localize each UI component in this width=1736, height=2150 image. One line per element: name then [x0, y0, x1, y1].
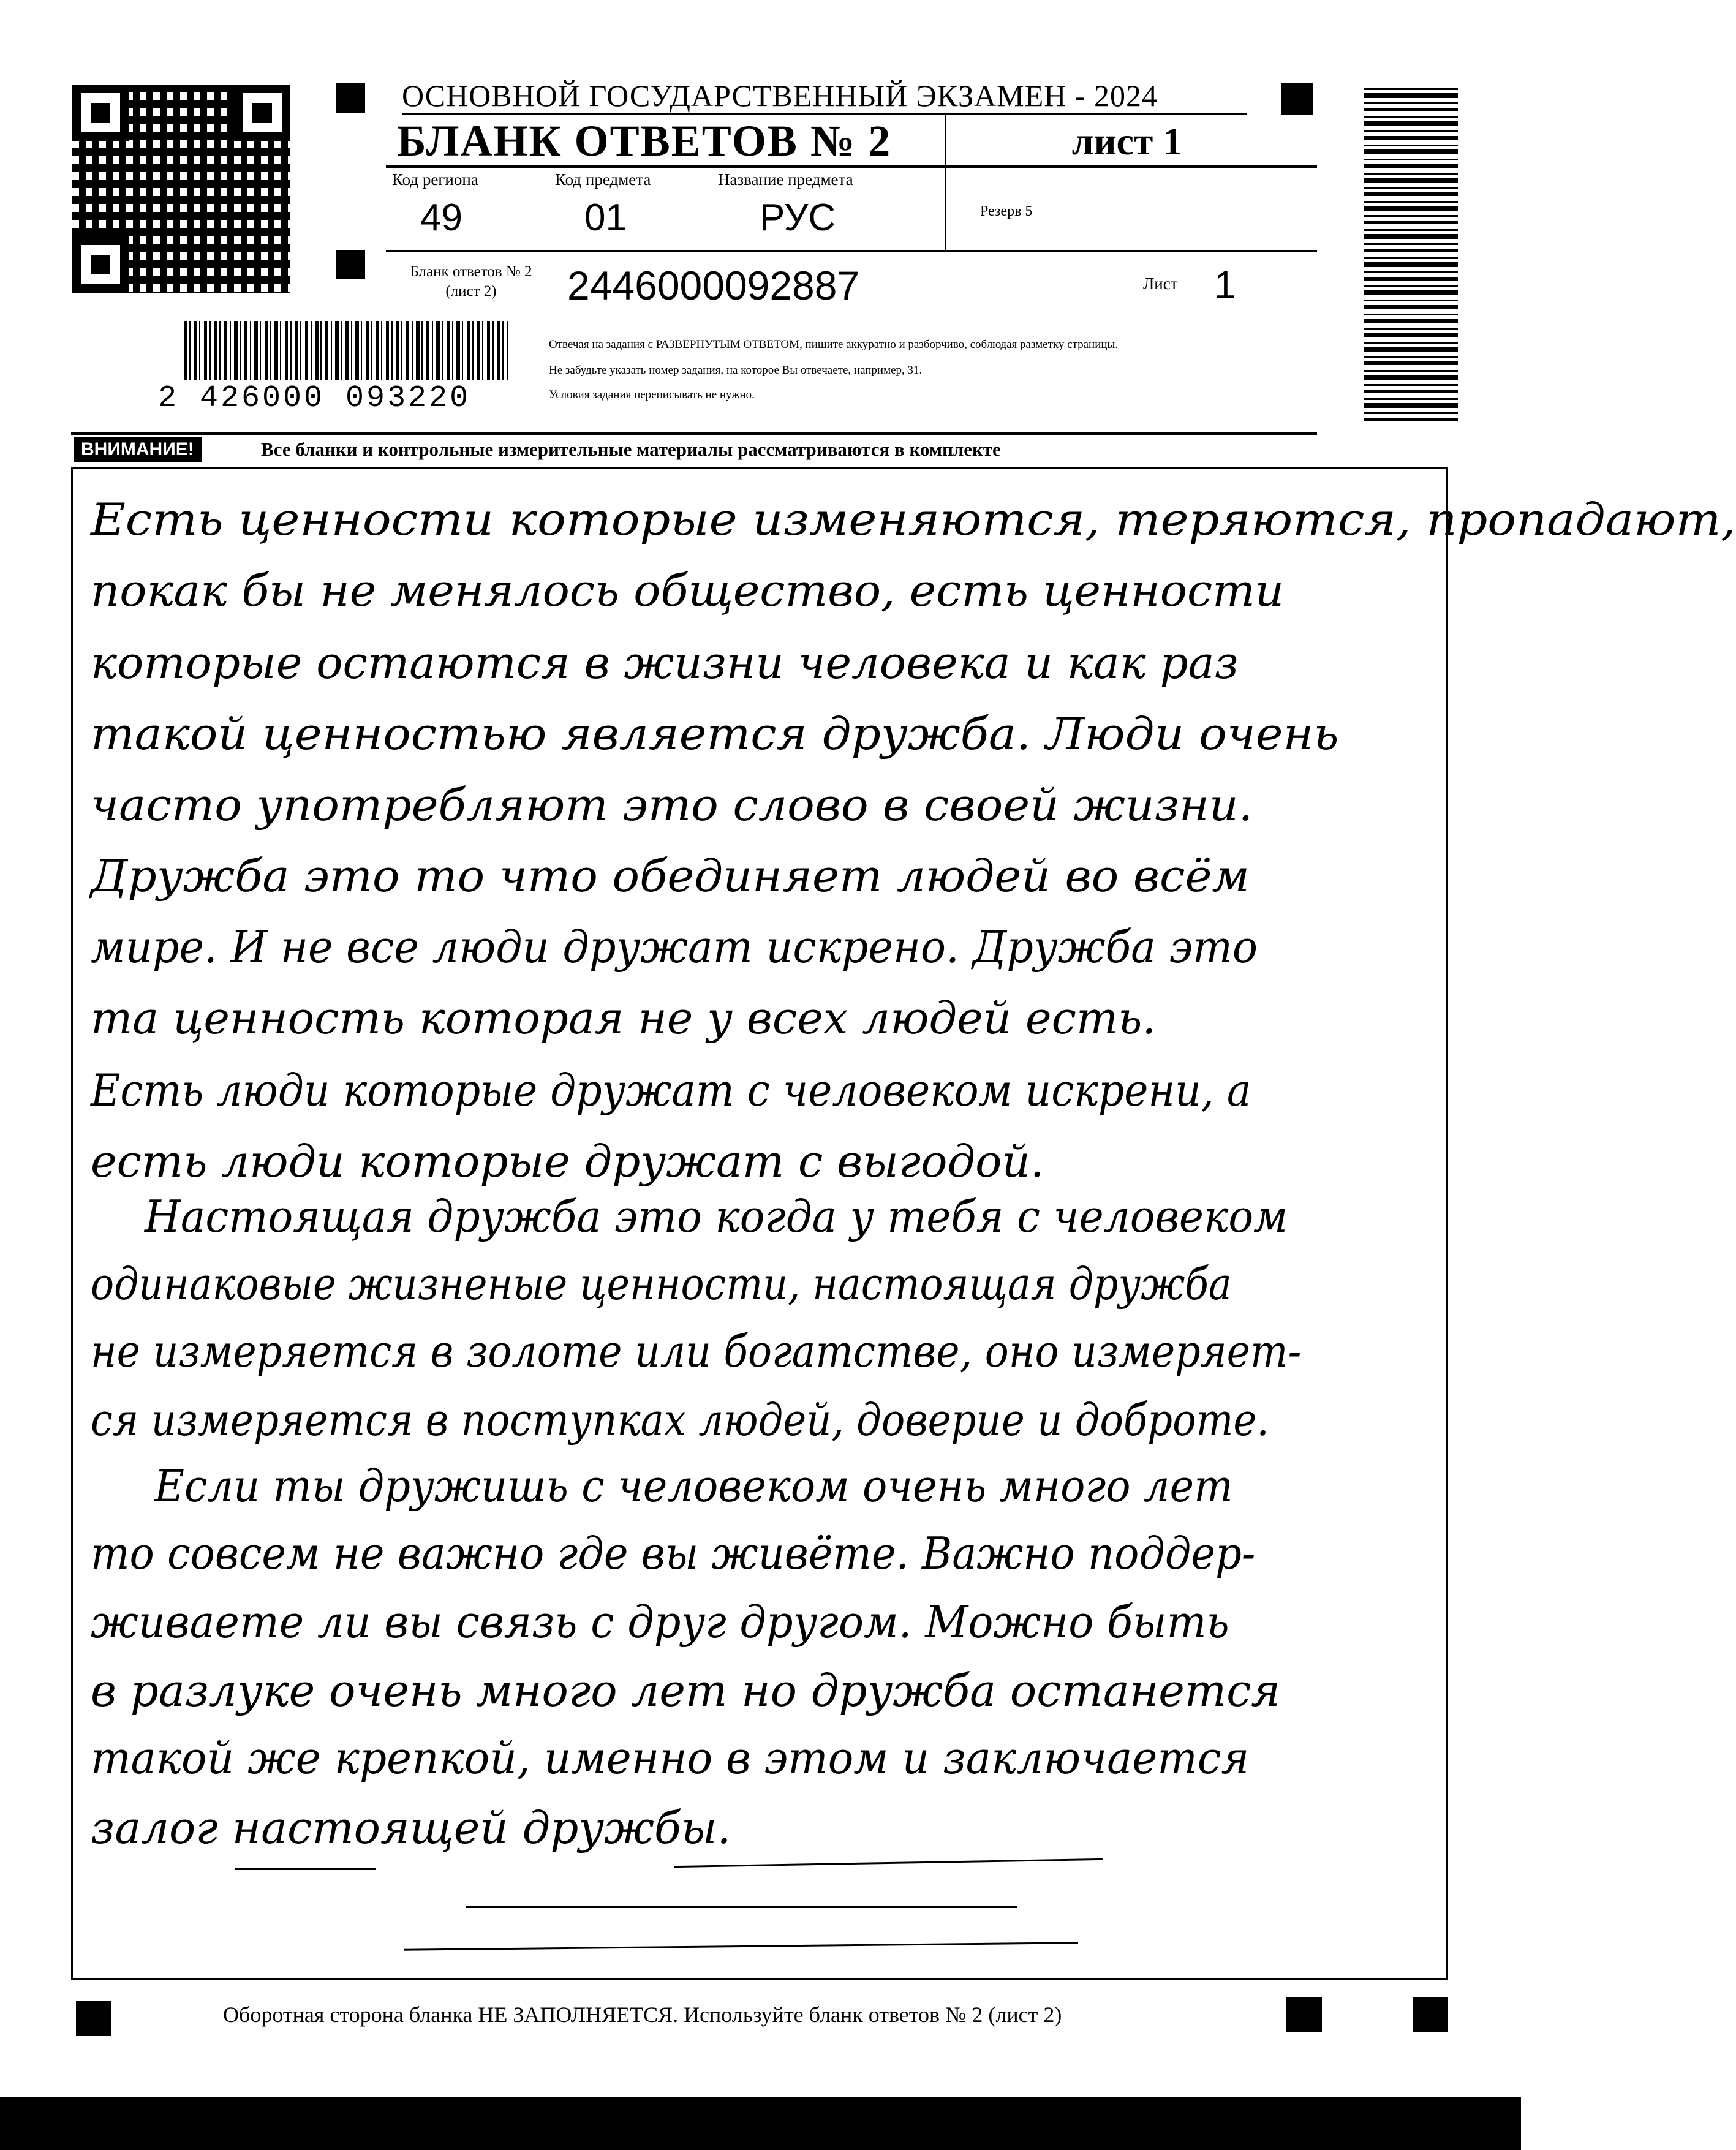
answer-line: одинаковые жизненые ценности, настоящая дружба: [91, 1258, 1232, 1310]
answer-line: залог настоящей дружбы.: [91, 1802, 731, 1854]
qr-code: [72, 85, 290, 293]
closing-scribble: [235, 1868, 376, 1870]
answer-line: в разлуке очень много лет но дружба останется: [91, 1665, 1281, 1716]
form-number: 2446000092887: [567, 263, 860, 308]
answer-line: не измеряется в золоте или богатстве, оно измеряет-: [91, 1326, 1302, 1377]
instruction-line: Условия задания переписывать не нужно.: [549, 388, 755, 401]
alignment-marker: [336, 250, 365, 279]
header-rule: [386, 165, 1317, 168]
alignment-marker: [1281, 83, 1313, 115]
alignment-marker: [1286, 1997, 1322, 2032]
region-code-label: Код региона: [392, 170, 478, 189]
bottom-band: [0, 2097, 1521, 2150]
footer-note: Оборотная сторона бланка НЕ ЗАПОЛНЯЕТСЯ. Используйте бланк ответов № 2 (лист 2): [223, 2002, 1062, 2027]
instruction-rule: [71, 432, 1317, 435]
header-divider: [945, 115, 946, 251]
answer-line: ся измеряется в поступках людей, доверие и доброте.: [91, 1394, 1269, 1446]
answer-line: есть люди которые дружат с выгодой.: [91, 1136, 1044, 1187]
subject-name-label: Название предмета: [718, 170, 853, 189]
sheet-num: 1: [1214, 263, 1236, 307]
answer-line: мире. И не все люди дружат искрено. Дружба это: [91, 921, 1258, 973]
subject-name: РУС: [760, 197, 836, 239]
exam-title: ОСНОВНОЙ ГОСУДАРСТВЕННЫЙ ЭКЗАМЕН - 2024: [402, 78, 1247, 115]
answer-line: то совсем не важно где вы живёте. Важно поддер-: [91, 1528, 1256, 1579]
instruction-line: Отвечая на задания с РАЗВЁРНУТЫМ ОТВЕТОМ, пишите аккуратно и разборчиво, соблюдая разметку страницы.: [549, 338, 1119, 351]
alignment-marker: [1413, 1997, 1448, 2032]
sheet-label: лист 1: [1071, 119, 1183, 163]
answer-line: та ценность которая не у всех людей есть.: [91, 992, 1157, 1044]
instruction-line: Не забудьте указать номер задания, на которое Вы отвечаете, например, 31.: [549, 364, 923, 377]
sheet-num-label: Лист: [1143, 274, 1178, 293]
side-barcode: [1364, 85, 1458, 421]
form-barcode: [184, 321, 508, 380]
barcode-number: 2 426000 093220: [158, 381, 471, 416]
header-rule: [386, 250, 1317, 252]
subject-code: 01: [584, 197, 627, 239]
answer-line: живаете ли вы связь с друг другом. Можно быть: [91, 1596, 1229, 1648]
answer-line: Есть ценности которые изменяются, теряются, пропадают,: [91, 494, 1736, 545]
answer-line: Настоящая дружба это когда у тебя с человеком: [145, 1191, 1288, 1242]
answer-line: Есть люди которые дружат с человеком искрени, а: [91, 1065, 1251, 1116]
alignment-marker: [336, 83, 365, 113]
closing-scribble: [466, 1906, 1017, 1908]
answer-line: Если ты дружишь с человеком очень много лет: [154, 1460, 1233, 1512]
answer-line: часто употребляют это слово в своей жизни.: [91, 779, 1253, 831]
answer-line: покак бы не менялось общество, есть ценности: [91, 565, 1285, 616]
answer-line: которые остаются в жизни человека и как раз: [91, 637, 1239, 688]
answer-line: Дружба это то что обединяет людей во всём: [91, 850, 1250, 902]
alignment-marker: [76, 2001, 111, 2036]
region-code: 49: [420, 197, 462, 239]
answer-line: такой ценностью является дружба. Люди очень: [91, 708, 1339, 760]
subject-code-label: Код предмета: [555, 170, 651, 189]
warning-badge: ВНИМАНИЕ!: [74, 437, 202, 462]
answer-line: такой же крепкой, именно в этом и заключается: [91, 1732, 1250, 1784]
form-title: БЛАНК ОТВЕТОВ № 2: [397, 116, 892, 165]
warning-text: Все бланки и контрольные измерительные материалы рассматриваются в комплекте: [261, 439, 1001, 460]
form-ref-label: Бланк ответов № 2 (лист 2): [410, 263, 532, 300]
reserve-label: Резерв 5: [980, 203, 1033, 219]
